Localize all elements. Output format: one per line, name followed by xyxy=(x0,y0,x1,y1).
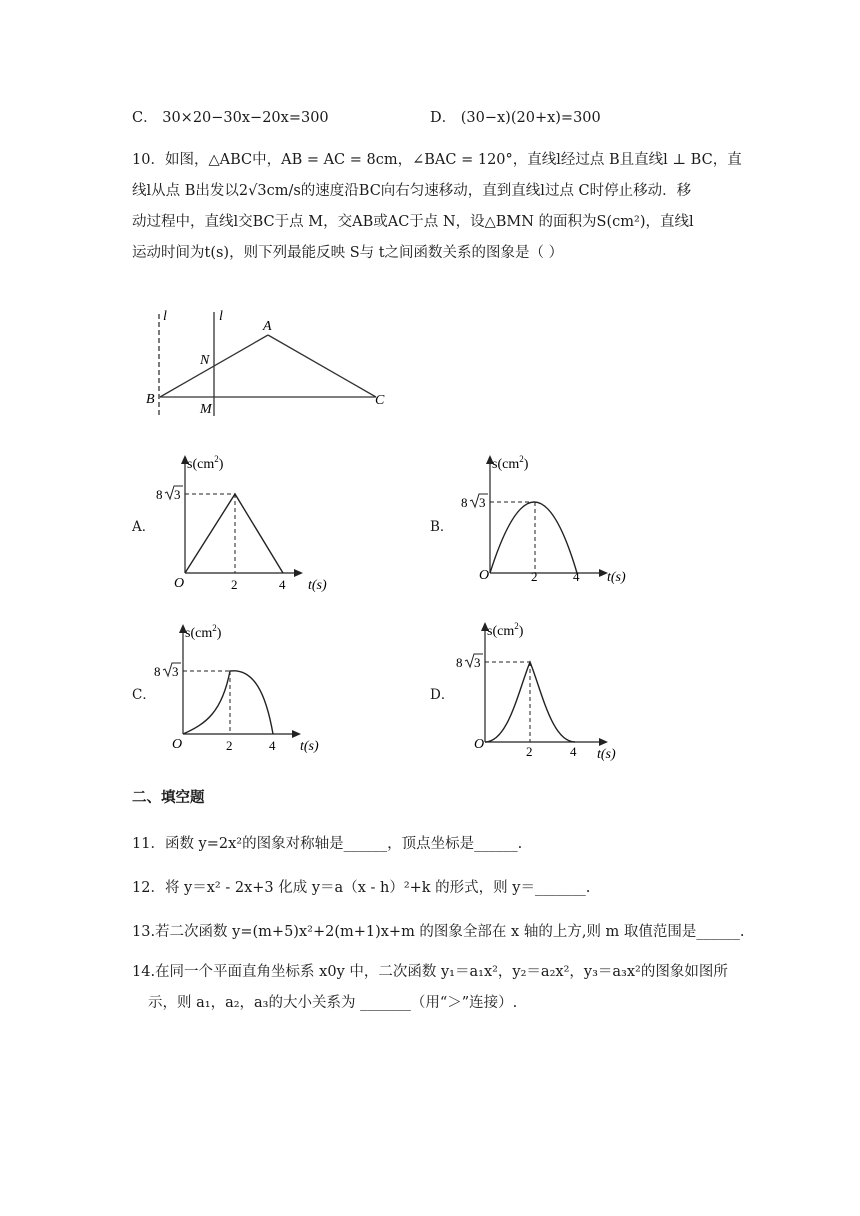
graph-d-xlabel: t(s) xyxy=(597,747,616,762)
q9-option-c xyxy=(132,106,329,127)
q10-line-1: 10．如图，△ABC中，AB = AC = 8cm，∠BAC = 120°，直线l经过点 B且直线l ⊥ BC，直 xyxy=(132,152,742,168)
point-a-label: A xyxy=(263,319,272,334)
graph-a-tick-4: 4 xyxy=(279,577,286,592)
q10-line-4: 运动时间为t(s)，则下列最能反映 S与 t之间函数关系的图象是（ ） xyxy=(132,245,564,261)
q9-option-c-formula: 30×20−30x−20x=300 xyxy=(162,110,329,126)
graph-b-peak-value xyxy=(461,494,488,510)
svg-text:3: 3 xyxy=(474,655,481,670)
svg-text:3: 3 xyxy=(479,495,486,510)
graph-a-origin: O xyxy=(174,576,185,591)
point-c-label: C xyxy=(375,393,385,408)
q9-option-d xyxy=(430,106,601,127)
graph-b-curve xyxy=(490,502,577,573)
graph-d-ylabel: $s(cm^2)$ xyxy=(487,621,524,639)
graph-c-ylabel: $s(cm^2)$ xyxy=(185,623,222,641)
graph-c-curve xyxy=(183,671,273,734)
graph-b-tick-4: 4 xyxy=(573,569,580,584)
q10-line-2: 线l从点 B出发以2√3cm/s的速度沿BC向右匀速移动，直到直线l过点 C时停止移动．移 xyxy=(132,183,692,199)
q10-line-3: 动过程中，直线l交BC于点 M，交AB或AC于点 N，设△BMN 的面积为S(cm²)，直线l xyxy=(132,214,694,230)
point-b-label: B xyxy=(146,392,155,407)
q13-text: 13.若二次函数 y=(m+5)x²+2(m+1)x+m 的图象全部在 x 轴的上方,则 m 取值范围是______. xyxy=(132,924,745,940)
graph-c xyxy=(148,624,318,764)
line-l-dashed-label: l xyxy=(163,309,167,324)
svg-text:8: 8 xyxy=(456,655,463,670)
point-m-label: M xyxy=(200,402,212,417)
q14-line-2: 示，则 a₁，a₂，a₃的大小关系为 _______（用“＞”连接）. xyxy=(148,995,518,1011)
q9-option-d-formula: (30−x)(20+x)=300 xyxy=(460,110,601,126)
q9-option-d-label: D． xyxy=(430,110,457,126)
graph-b xyxy=(455,455,625,595)
graph-d xyxy=(450,622,620,762)
graph-c-peak-value xyxy=(154,663,181,679)
svg-text:3: 3 xyxy=(174,487,181,502)
graph-d-peak-value xyxy=(456,654,483,670)
triangle-figure xyxy=(140,308,400,418)
graph-d-origin: O xyxy=(474,737,485,752)
q10-option-a-label: A． xyxy=(132,519,156,535)
graph-b-xlabel: t(s) xyxy=(607,570,626,585)
graph-d-curve xyxy=(485,662,575,742)
q9-option-c-label: C． xyxy=(132,110,158,126)
point-n-label: N xyxy=(200,353,210,368)
svg-text:3: 3 xyxy=(172,664,179,679)
q14-text xyxy=(132,957,732,1019)
graph-a-curve xyxy=(185,494,283,573)
graph-c-xlabel: t(s) xyxy=(300,739,319,754)
q10-option-b-label: B． xyxy=(430,519,454,535)
graph-a-peak-value xyxy=(156,486,183,502)
svg-text:8: 8 xyxy=(461,495,468,510)
graph-d-tick-2: 2 xyxy=(526,744,533,759)
graph-b-ylabel: $s(cm^2)$ xyxy=(492,454,529,472)
graph-b-origin: O xyxy=(479,568,490,583)
graph-a xyxy=(150,454,327,595)
graph-a-tick-2: 2 xyxy=(231,577,238,592)
graph-b-tick-2: 2 xyxy=(531,569,538,584)
graph-d-tick-4: 4 xyxy=(570,744,577,759)
q10-text xyxy=(132,145,742,269)
q10-option-d-label: D． xyxy=(430,687,455,703)
graph-c-tick-4: 4 xyxy=(269,738,276,753)
q10-option-c-label: C． xyxy=(132,687,156,703)
svg-text:8: 8 xyxy=(156,487,163,502)
graph-a-xlabel: t(s) xyxy=(308,578,327,593)
graph-c-origin: O xyxy=(172,737,183,752)
line-l-solid-label: l xyxy=(219,309,223,324)
graph-c-tick-2: 2 xyxy=(226,738,233,753)
svg-text:8: 8 xyxy=(154,664,161,679)
q12-text: 12．将 y＝x² - 2x+3 化成 y＝a（x - h）²+k 的形式，则 y＝_______. xyxy=(132,880,591,896)
section-fill-in-title: 二、填空题 xyxy=(132,790,205,806)
q11-text: 11．函数 y=2x²的图象对称轴是______，顶点坐标是______. xyxy=(132,836,523,852)
q14-line-1: 14.在同一个平面直角坐标系 x0y 中，二次函数 y₁＝a₁x²，y₂＝a₂x²，y₃＝a₃x²的图象如图所 xyxy=(132,964,728,980)
graph-a-ylabel: $s(cm^2)$ xyxy=(187,454,224,472)
